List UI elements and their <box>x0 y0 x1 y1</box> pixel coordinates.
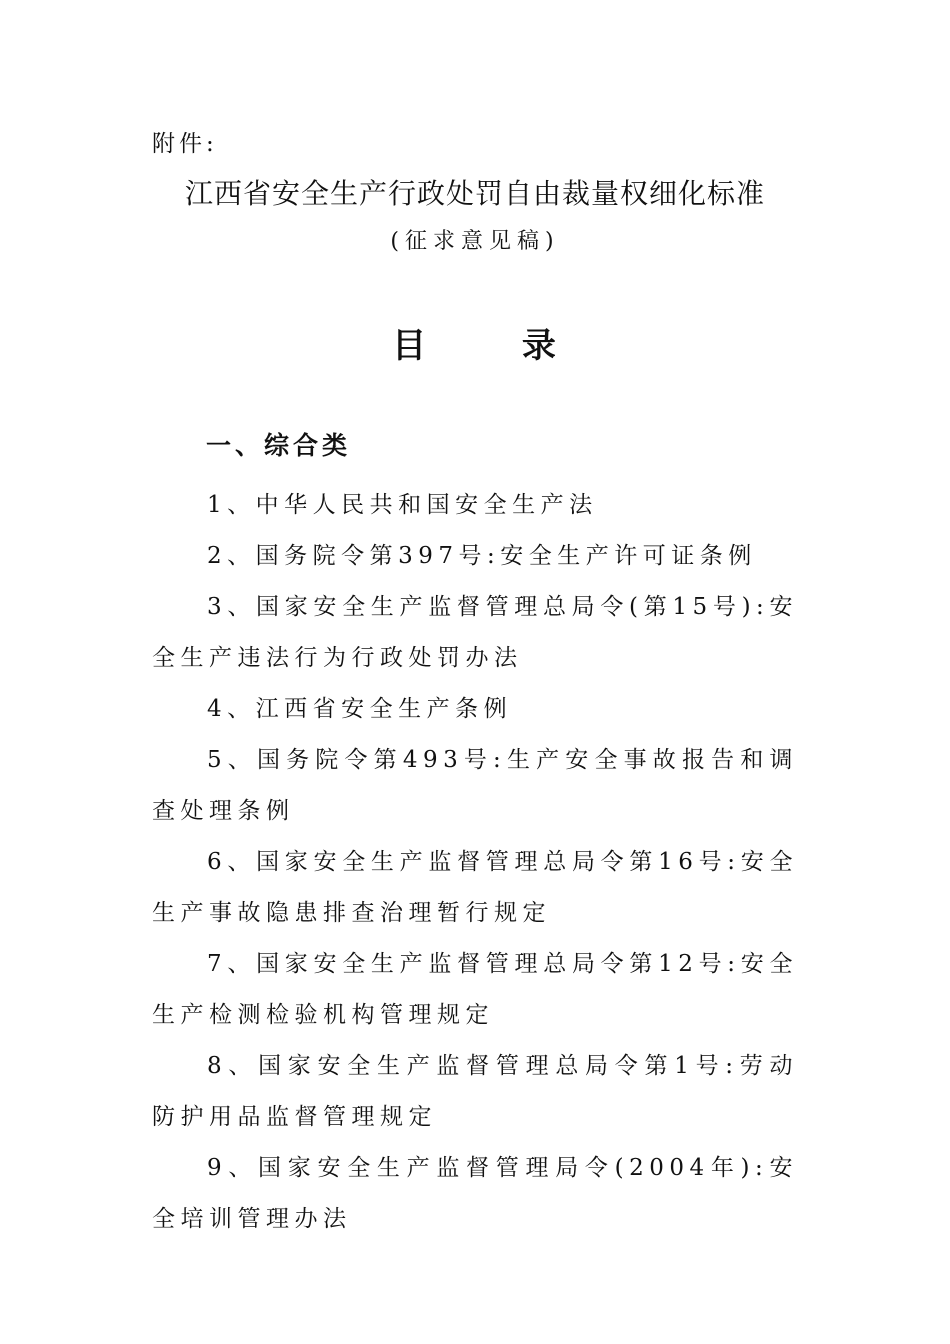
toc-item: 1、中华人民共和国安全生产法 <box>207 492 598 518</box>
toc-heading: 目 录 <box>392 326 558 366</box>
document-title: 江西省安全生产行政处罚自由裁量权细化标准 <box>184 177 765 210</box>
toc-item: 2、国务院令第397号:安全生产许可证条例 <box>207 543 757 569</box>
toc-item: 5、国务院令第493号:生产安全事故报告和调查处理条例 <box>152 747 798 824</box>
toc-item: 4、江西省安全生产条例 <box>207 696 513 722</box>
toc-item: 3、国家安全生产监督管理总局令(第15号):安全生产违法行为行政处罚办法 <box>152 594 798 671</box>
toc-item: 6、国家安全生产监督管理总局令第16号:安全生产事故隐患排查治理暂行规定 <box>152 849 798 926</box>
document-subtitle: (征求意见稿) <box>390 229 560 254</box>
toc-item: 7、国家安全生产监督管理总局令第12号:安全生产检测检验机构管理规定 <box>152 951 798 1028</box>
toc-item: 9、国家安全生产监督管理局令(2004年):安全培训管理办法 <box>152 1155 798 1232</box>
toc-list <box>152 480 798 1245</box>
toc-item: 8、国家安全生产监督管理总局令第1号:劳动防护用品监督管理规定 <box>152 1053 798 1130</box>
attachment-label: 附件: <box>152 131 218 157</box>
section-heading: 一、综合类 <box>206 431 352 460</box>
